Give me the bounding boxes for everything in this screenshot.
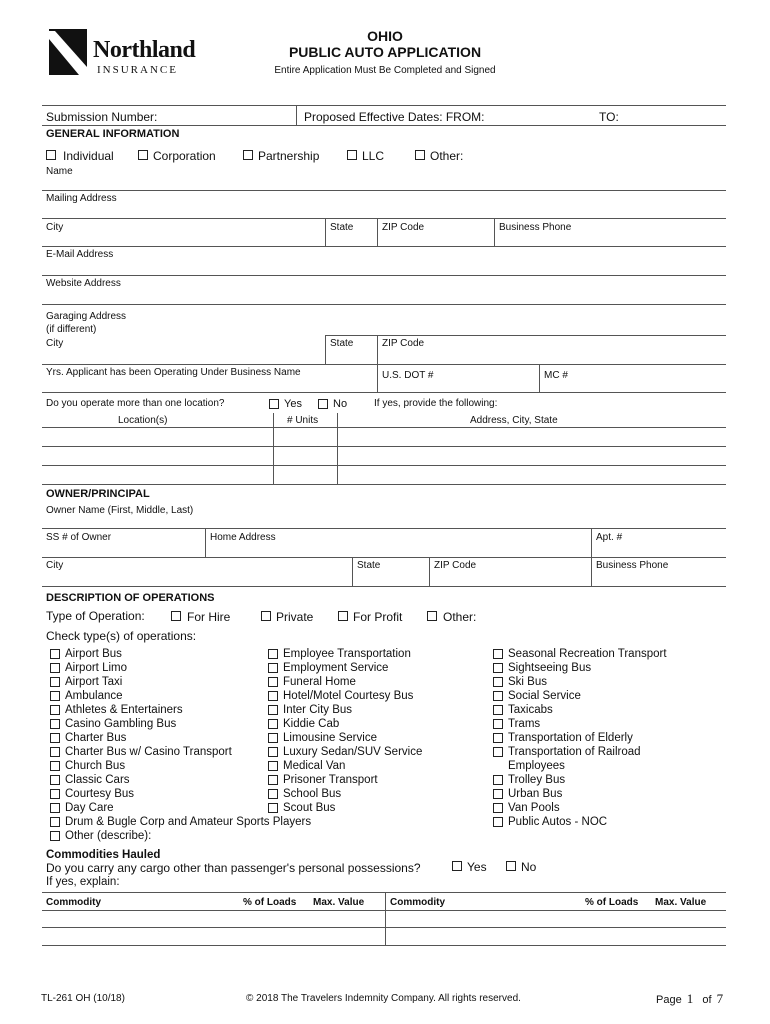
checkbox[interactable] (50, 803, 60, 813)
operation-option-label: Van Pools (508, 802, 560, 814)
checkbox[interactable] (50, 817, 60, 827)
owner-name-field[interactable]: Owner Name (First, Middle, Last) (46, 505, 194, 516)
owner-ss-field[interactable]: SS # of Owner (46, 532, 112, 543)
checkbox[interactable] (506, 861, 516, 871)
proposed-to-field[interactable]: TO: (599, 110, 619, 124)
operation-option-label: Ski Bus (508, 676, 547, 688)
page-indicator: Page 1 of 7 (656, 991, 724, 1006)
operation-option-label: Social Service (508, 690, 581, 702)
checkbox[interactable] (269, 399, 279, 409)
checkbox[interactable] (338, 611, 348, 621)
checkbox[interactable] (493, 733, 503, 743)
years-operating-field[interactable]: Yrs. Applicant has been Operating Under Business Name (46, 367, 301, 378)
value-header-right: Max. Value (655, 897, 707, 908)
operation-option-label: Limousine Service (283, 732, 377, 744)
email-field[interactable]: E-Mail Address (46, 249, 114, 260)
operation-option-label: Employment Service (283, 662, 389, 674)
checkbox[interactable] (171, 611, 181, 621)
commodity-header-right: Commodity (390, 897, 445, 908)
operation-option-label: Transportation of Railroad (508, 746, 641, 758)
operation-type-label: Type of Operation: (46, 609, 145, 623)
operation-option-label: Hotel/Motel Courtesy Bus (283, 690, 414, 702)
operation-option-label: Church Bus (65, 760, 126, 772)
checkbox[interactable] (50, 691, 60, 701)
checkbox[interactable] (493, 705, 503, 715)
operation-option-label: Kiddie Cab (283, 718, 340, 730)
checkbox[interactable] (493, 663, 503, 673)
form-number: TL-261 OH (10/18) (41, 993, 125, 1004)
operation-option-label: Classic Cars (65, 774, 130, 786)
general-info-heading: GENERAL INFORMATION (46, 128, 180, 140)
us-dot-field[interactable]: U.S. DOT # (382, 370, 434, 381)
locations-column: Location(s) (118, 415, 168, 426)
checkbox[interactable] (50, 761, 60, 771)
commodity-header-left: Commodity (46, 897, 101, 908)
operation-option-label: Ambulance (65, 690, 123, 702)
checkbox[interactable] (50, 733, 60, 743)
name-field[interactable]: Name (46, 166, 73, 177)
owner-phone-field[interactable]: Business Phone (596, 560, 669, 571)
checkbox[interactable] (452, 861, 462, 871)
checkbox[interactable] (268, 733, 278, 743)
owner-state-field[interactable]: State (357, 560, 381, 571)
operation-option-label: Drum & Bugle Corp and Amateur Sports Players (65, 816, 312, 828)
checkbox[interactable] (268, 663, 278, 673)
operation-option-label: Day Care (65, 802, 114, 814)
zip-field[interactable]: ZIP Code (382, 222, 425, 233)
checkbox[interactable] (268, 677, 278, 687)
business-phone-field[interactable]: Business Phone (499, 222, 572, 233)
checkbox[interactable] (268, 691, 278, 701)
checkbox[interactable] (268, 775, 278, 785)
owner-heading: OWNER/PRINCIPAL (46, 488, 150, 500)
checkbox[interactable] (427, 611, 437, 621)
checkbox[interactable] (243, 150, 253, 160)
checkbox[interactable] (50, 831, 60, 841)
multi-location-question: Do you operate more than one location? (46, 398, 225, 409)
operation-option-label: Courtesy Bus (65, 788, 135, 800)
checkbox[interactable] (268, 705, 278, 715)
checkbox[interactable] (318, 399, 328, 409)
checkbox[interactable] (50, 649, 60, 659)
mailing-address-field[interactable]: Mailing Address (46, 193, 117, 204)
garaging-city-field[interactable]: City (46, 338, 64, 349)
checkbox[interactable] (493, 747, 503, 757)
operation-option-label: Charter Bus w/ Casino Transport (65, 746, 232, 758)
loads-header-left: % of Loads (243, 897, 297, 908)
owner-home-address-field[interactable]: Home Address (210, 532, 276, 543)
logo-sub: INSURANCE (97, 64, 178, 76)
mc-field[interactable]: MC # (544, 370, 568, 381)
checkbox[interactable] (493, 775, 503, 785)
checkbox[interactable] (50, 677, 60, 687)
checkbox[interactable] (493, 677, 503, 687)
operation-option-label: Other (describe): (65, 830, 152, 842)
operation-option-label: Athletes & Entertainers (65, 704, 183, 716)
checkbox[interactable] (493, 789, 503, 799)
checkbox[interactable] (268, 747, 278, 757)
operation-option-label: Trams (508, 718, 541, 730)
checkbox[interactable] (268, 719, 278, 729)
operation-option-label: Taxicabs (508, 704, 553, 716)
cargo-explain-label: If yes, explain: (46, 876, 120, 888)
checkbox[interactable] (493, 817, 503, 827)
checkbox[interactable] (50, 705, 60, 715)
logo-brand: Northland (93, 37, 196, 63)
owner-city-field[interactable]: City (46, 560, 64, 571)
proposed-from-field[interactable]: Proposed Effective Dates: FROM: (304, 110, 485, 124)
operation-option-label: Public Autos - NOC (508, 816, 608, 828)
checkbox[interactable] (415, 150, 425, 160)
checkbox[interactable] (50, 747, 60, 757)
copyright: © 2018 The Travelers Indemnity Company. All rights reserved. (246, 993, 521, 1004)
checkbox[interactable] (493, 719, 503, 729)
divider (42, 105, 726, 106)
operation-option-label: Medical Van (283, 760, 346, 772)
website-field[interactable]: Website Address (46, 278, 121, 289)
checkbox[interactable] (268, 649, 278, 659)
operation-option-label: Urban Bus (508, 788, 563, 800)
checkbox[interactable] (268, 789, 278, 799)
garaging-label: Garaging Address (46, 311, 127, 322)
garaging-zip-field[interactable]: ZIP Code (382, 338, 425, 349)
cargo-question: Do you carry any cargo other than passenger's personal possessions? (46, 861, 421, 875)
divider (296, 105, 297, 125)
if-yes-note: If yes, provide the following: (374, 398, 498, 409)
operation-option-label: Charter Bus (65, 732, 127, 744)
submission-number-field[interactable]: Submission Number: (46, 110, 158, 124)
check-operations-label: Check type(s) of operations: (46, 629, 197, 643)
checkbox[interactable] (50, 719, 60, 729)
checkbox[interactable] (268, 803, 278, 813)
checkbox[interactable] (138, 150, 148, 160)
checkbox[interactable] (493, 691, 503, 701)
state-field[interactable]: State (330, 222, 354, 233)
operation-option-label: Airport Bus (65, 648, 122, 660)
operation-option-label: Airport Limo (65, 662, 127, 674)
checkbox[interactable] (347, 150, 357, 160)
operation-option-label: Airport Taxi (65, 676, 123, 688)
checkbox[interactable] (46, 150, 56, 160)
checkbox[interactable] (493, 803, 503, 813)
form-subtitle: Entire Application Must Be Completed and Signed (274, 65, 496, 76)
checkbox[interactable] (50, 775, 60, 785)
operation-option-label: Employee Transportation (283, 648, 411, 660)
address-column: Address, City, State (470, 415, 558, 426)
loads-header-right: % of Loads (585, 897, 639, 908)
owner-apt-field[interactable]: Apt. # (596, 532, 623, 543)
checkbox[interactable] (50, 663, 60, 673)
operation-option-label: Scout Bus (283, 802, 336, 814)
units-column: # Units (287, 415, 319, 426)
operation-option-label: Prisoner Transport (283, 774, 378, 786)
checkbox[interactable] (493, 649, 503, 659)
divider (42, 125, 726, 126)
garaging-state-field[interactable]: State (330, 338, 354, 349)
city-field[interactable]: City (46, 222, 64, 233)
operation-option-label: Transportation of Elderly (508, 732, 633, 744)
checkbox[interactable] (50, 789, 60, 799)
garaging-note: (if different) (46, 324, 97, 335)
operation-option-label: Luxury Sedan/SUV Service (283, 746, 423, 758)
operation-option-label: Sightseeing Bus (508, 662, 592, 674)
operations-heading: DESCRIPTION OF OPERATIONS (46, 592, 215, 604)
operation-option-label: Inter City Bus (283, 704, 353, 716)
commodities-heading: Commodities Hauled (46, 849, 161, 861)
value-header-left: Max. Value (313, 897, 365, 908)
operation-option-label: School Bus (283, 788, 342, 800)
operation-option-label: Casino Gambling Bus (65, 718, 177, 730)
form-title: PUBLIC AUTO APPLICATION (288, 44, 482, 60)
operation-option-label: Seasonal Recreation Transport (508, 648, 667, 660)
operation-option-label: Trolley Bus (508, 774, 566, 786)
form-state: OHIO (367, 28, 403, 44)
operation-option-label: Funeral Home (283, 676, 356, 688)
checkbox[interactable] (268, 761, 278, 771)
owner-zip-field[interactable]: ZIP Code (434, 560, 477, 571)
operation-option-label: Employees (508, 760, 565, 772)
checkbox[interactable] (261, 611, 271, 621)
